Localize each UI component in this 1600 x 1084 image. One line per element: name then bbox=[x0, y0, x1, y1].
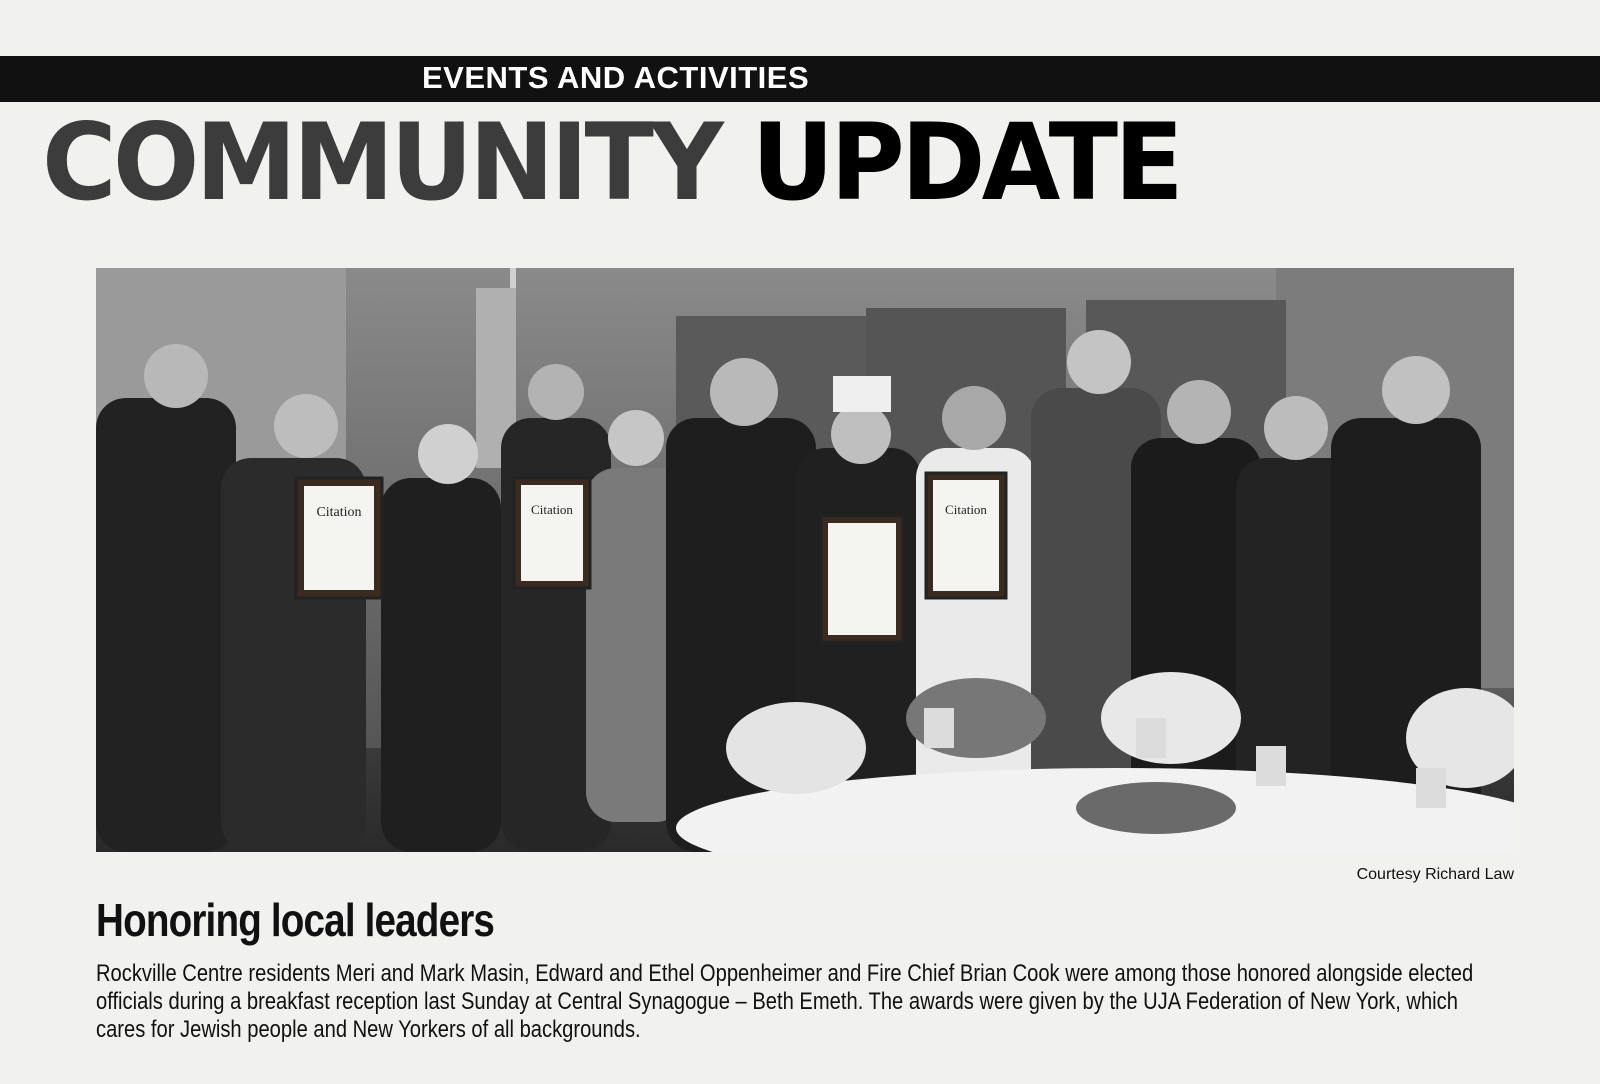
person-8-head bbox=[942, 386, 1006, 450]
section-bar bbox=[0, 56, 1600, 102]
glass-4 bbox=[1416, 768, 1446, 808]
person-4-head bbox=[528, 364, 584, 420]
chair-3 bbox=[1101, 672, 1241, 764]
page-title bbox=[42, 101, 1180, 224]
certificate-2-title: Citation bbox=[531, 502, 573, 517]
person-6-head bbox=[710, 358, 778, 426]
group-photo bbox=[96, 268, 1514, 852]
glass-1 bbox=[924, 708, 954, 748]
certificate-4-title: Citation bbox=[945, 502, 987, 517]
article-body: Rockville Centre residents Meri and Mark Masin, Edward and Ethel Oppenheimer and Fire Chief Brian Cook were among those honored alongside elected officials during a breakfast reception last Sunday at Central Synagogue – Beth Emeth. The awards were given by the UJA Federation of New York, which cares for Jewish people and New Yorkers of all backgrounds. bbox=[96, 960, 1474, 1043]
person-9-head bbox=[1067, 330, 1131, 394]
person-7-cap bbox=[833, 376, 891, 412]
person-12-head bbox=[1382, 356, 1450, 424]
article-headline: Honoring local leaders bbox=[96, 894, 495, 946]
glass-2 bbox=[1136, 718, 1166, 758]
person-3 bbox=[381, 478, 501, 852]
certificate-1-title: Citation bbox=[316, 505, 362, 520]
title-word-update: UPDATE bbox=[751, 101, 1180, 224]
title-word-community: COMMUNITY bbox=[42, 101, 720, 224]
person-1 bbox=[96, 398, 236, 852]
person-11-head bbox=[1264, 396, 1328, 460]
person-7-head bbox=[831, 404, 891, 464]
glass-3 bbox=[1256, 746, 1286, 786]
person-1-head bbox=[144, 344, 208, 408]
photo-credit: Courtesy Richard Law bbox=[1356, 866, 1514, 883]
person-3-head bbox=[418, 424, 478, 484]
person-10-head bbox=[1167, 380, 1231, 444]
section-label: EVENTS AND ACTIVITIES bbox=[422, 60, 810, 95]
person-5-head bbox=[608, 410, 664, 466]
chair-1 bbox=[726, 702, 866, 794]
centerpiece bbox=[1076, 782, 1236, 834]
person-2-head bbox=[274, 394, 338, 458]
